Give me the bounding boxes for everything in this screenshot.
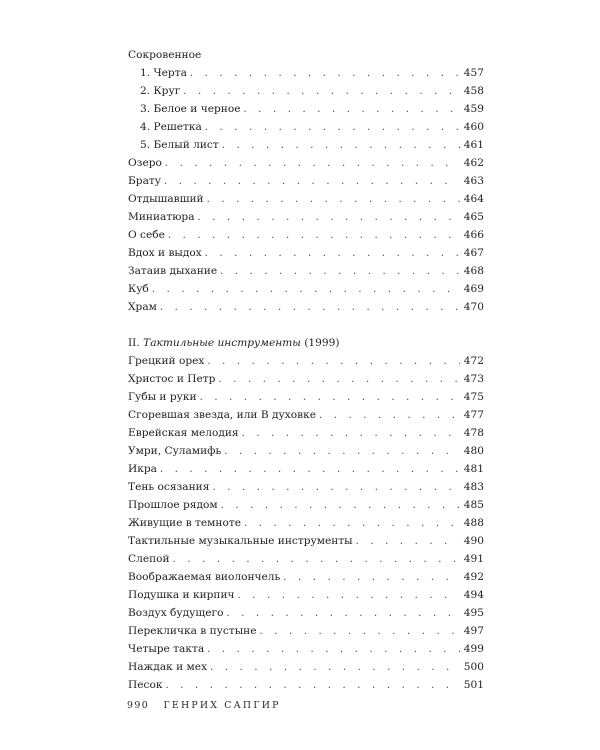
entry-page-number: 500 [463,661,484,673]
dot-leader [319,407,460,425]
entry-title: Губы и руки [128,391,197,403]
entry-title: Затаив дыхание [128,265,218,277]
dot-leader [160,461,460,479]
toc-entry [128,352,484,370]
toc-sub-entry [128,64,484,82]
entry-page-number: 499 [463,643,484,655]
dot-leader [212,479,459,497]
entry-title: Перекличка в пустыне [128,625,257,637]
section-heading [128,334,339,352]
entry-page-number: 490 [463,535,484,547]
entry-title: Воображаемая виолончель [128,571,281,583]
dot-leader [200,389,460,407]
entry-page-number: 480 [463,445,484,457]
toc-entry [128,226,484,244]
entry-page-number: 497 [463,625,484,637]
entry-title: Воздух будущего [128,607,224,619]
entry-title: Наждак и мех [128,661,208,673]
entry-title: Еврейская мелодия [128,427,239,439]
dot-leader [164,173,460,191]
entry-title: Храм [128,301,157,313]
entry-page-number: 478 [463,427,484,439]
dot-leader [160,299,460,317]
entry-page-number: 495 [463,607,484,619]
entry-page-number: 483 [463,481,484,493]
entry-title: Слепой [128,553,170,565]
entry-page-number: 470 [463,301,484,313]
section-number: II. [128,337,140,349]
entry-page-number: 463 [463,175,484,187]
dot-leader [173,551,460,569]
entry-page-number: 469 [463,283,484,295]
section-heading-title: Сокровенное [128,49,202,61]
entry-page-number: 488 [463,517,484,529]
entry-title: Икра [128,463,157,475]
toc-entry [128,568,484,586]
entry-title: Живущие в темноте [128,517,241,529]
dot-leader [152,281,460,299]
footer-author: ГЕНРИХ САПГИР [163,700,281,711]
toc-sub-entry [128,118,484,136]
dot-leader [183,83,460,101]
toc-entry [128,298,484,316]
entry-list-section-two [128,352,484,694]
toc-entry [128,424,484,442]
toc-entry [128,604,484,622]
dot-leader [207,191,460,209]
toc-entry [128,658,484,676]
footer-page-number: 990 [127,700,150,711]
entry-title: Четыре такта [128,643,205,655]
entry-page-number: 467 [463,247,484,259]
toc-entry [128,370,484,388]
section-heading-tactile-instruments [128,334,484,352]
toc-entry [128,514,484,532]
dot-leader [220,263,460,281]
dot-leader [165,677,459,695]
entry-title: Прошлое рядом [128,499,218,511]
toc-entry [128,154,484,172]
entry-title: Озеро [128,157,162,169]
entry-title: 4. Решетка [140,121,202,133]
entry-page-number: 485 [463,499,484,511]
entry-page-number: 464 [463,193,484,205]
entry-title: Миниатюра [128,211,195,223]
dot-leader [165,155,460,173]
entry-page-number: 501 [463,679,484,691]
entry-page-number: 457 [463,67,484,79]
entry-page-number: 465 [463,211,484,223]
dot-leader [243,101,459,119]
dot-leader [210,659,460,677]
dot-leader [190,65,460,83]
entry-page-number: 461 [463,139,484,151]
entry-title: Сгоревшая звезда, или В духовке [128,409,316,421]
toc-entry [128,280,484,298]
entry-title: 5. Белый лист [140,139,219,151]
entry-title: Вдох и выдох [128,247,202,259]
entry-page-number: 477 [463,409,484,421]
toc-entry [128,532,484,550]
entry-page-number: 466 [463,229,484,241]
toc-entry [128,496,484,514]
entry-title: 3. Белое и черное [140,103,241,115]
toc-entry [128,550,484,568]
toc-entry [128,622,484,640]
entry-page-number: 492 [463,571,484,583]
toc-entry [128,460,484,478]
entry-title: Куб [128,283,149,295]
toc-entry [128,478,484,496]
page-footer [127,700,281,711]
entry-title: Христос и Петр [128,373,216,385]
dot-leader [242,425,460,443]
dot-leader [218,371,459,389]
toc-entry [128,262,484,280]
toc-entry [128,442,484,460]
sub-entry-list [128,64,484,154]
toc-entry [128,244,484,262]
toc-entry [128,676,484,694]
dot-leader [238,587,460,605]
toc-entry [128,640,484,658]
entry-title: 2. Круг [140,85,181,97]
dot-leader [283,569,459,587]
entry-title: О себе [128,229,165,241]
dot-leader [207,641,460,659]
dot-leader [244,515,460,533]
toc-sub-entry [128,82,484,100]
entry-page-number: 475 [463,391,484,403]
entry-page-number: 494 [463,589,484,601]
dot-leader [221,497,460,515]
toc-entry [128,586,484,604]
entry-title: 1. Черта [140,67,187,79]
toc-sub-entry [128,100,484,118]
entry-title: Брату [128,175,161,187]
entry-page-number: 458 [463,85,484,97]
dot-leader [222,137,460,155]
dot-leader [259,623,459,641]
toc-sub-entry [128,136,484,154]
entry-page-number: 491 [463,553,484,565]
section-year: (1999) [304,337,340,349]
toc-entry [128,388,484,406]
entry-page-number: 460 [463,121,484,133]
entry-page-number: 473 [463,373,484,385]
entry-title: Подушка и кирпич [128,589,235,601]
dot-leader [207,353,459,371]
dot-leader [356,533,460,551]
entry-title: Тень осязания [128,481,210,493]
entry-page-number: 459 [463,103,484,115]
section-heading-sokrovennoe [128,46,484,64]
section-title: Тактильные инструменты [143,337,301,349]
entry-title: Грецкий орех [128,355,205,367]
entry-title: Умри, Суламифь [128,445,222,457]
entry-title: Отдышавший [128,193,204,205]
dot-leader [226,605,459,623]
entry-title: Песок [128,679,163,691]
dot-leader [168,227,460,245]
toc-entry [128,208,484,226]
toc-entry [128,190,484,208]
toc-entry [128,172,484,190]
entry-page-number: 462 [463,157,484,169]
entry-page-number: 481 [463,463,484,475]
table-of-contents [128,46,484,694]
entry-title: Тактильные музыкальные инструменты [128,535,353,547]
toc-entry [128,406,484,424]
dot-leader [205,245,460,263]
section-gap [128,316,484,334]
dot-leader [224,443,460,461]
dot-leader [198,209,460,227]
entry-list-section-one [128,154,484,316]
entry-page-number: 468 [463,265,484,277]
dot-leader [205,119,460,137]
entry-page-number: 472 [463,355,484,367]
